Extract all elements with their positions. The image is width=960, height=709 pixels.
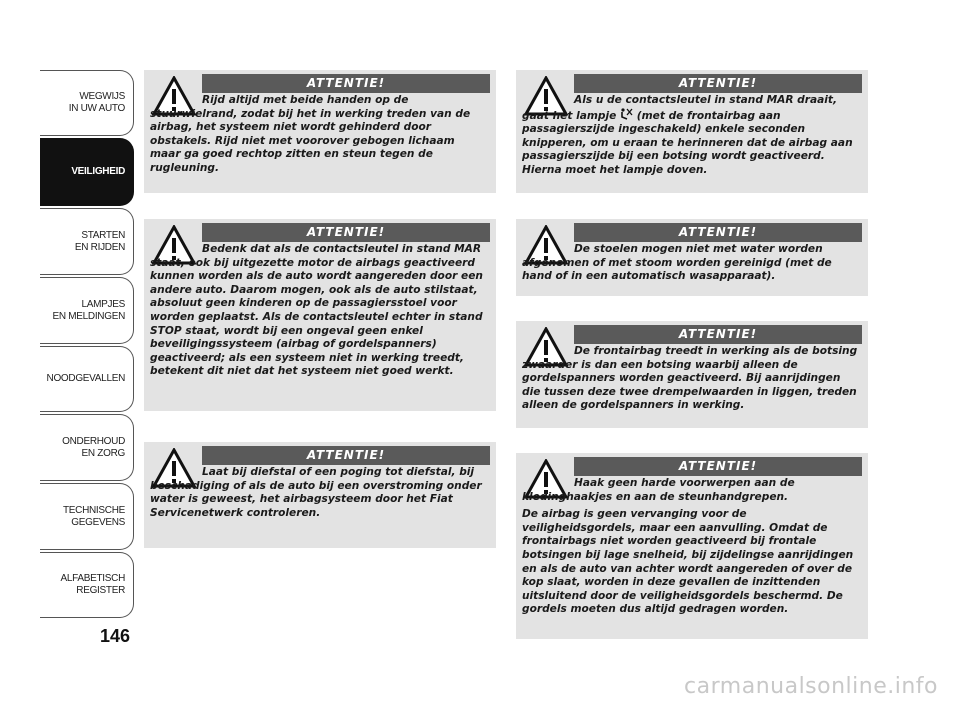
warning-text — [522, 477, 860, 617]
warning-text — [150, 466, 488, 520]
tab-wegwijs[interactable] — [40, 70, 134, 136]
warning-box — [144, 219, 496, 411]
warning-text — [522, 345, 860, 413]
warning-text — [150, 243, 488, 379]
warning-text — [522, 243, 860, 284]
tab-label: LAMPJES EN MELDINGEN — [52, 298, 125, 322]
page-number: 146 — [100, 626, 131, 646]
warning-text — [522, 94, 860, 178]
tab-veiligheid[interactable] — [40, 138, 134, 206]
tab-label: ALFABETISCH REGISTER — [60, 573, 125, 596]
tab-label: WEGWIJS IN UW AUTO — [68, 91, 125, 114]
warning-body-end: (met de frontairbag aan passagierszijde ingeschakeld) enkele seconden knipperen, om u eraan te herinneren dat de airbag aan passagierszijde bij een botsing wordt geactiveerd. Hierna moet het lampje doven. — [522, 109, 853, 176]
watermark: carmanualsonline.info — [684, 674, 938, 699]
warning-box — [144, 70, 496, 193]
warning-box — [516, 219, 868, 296]
warning-text — [150, 94, 488, 176]
airbag-disabled-icon — [620, 108, 633, 120]
warning-header: ATTENTIE! — [202, 223, 490, 242]
warning-box — [516, 70, 868, 193]
warning-box — [516, 453, 868, 639]
warning-body-start: Als u de contactsleutel in stand MAR draait, gaat het lampje — [522, 94, 838, 122]
tab-onderhoud[interactable] — [40, 414, 134, 481]
warning-body: Laat bij diefstal of een poging tot diefstal, bij beschadiging of als de auto bij een overstroming onder water is geweest, het airbagsysteem door het Fiat Servicenetwerk controleren. — [150, 466, 482, 519]
warning-body: De stoelen mogen niet met water worden afgenomen of met stoom worden gereinigd (met de hand of in een automatisch wasapparaat). — [522, 243, 832, 283]
tab-starten[interactable] — [40, 208, 134, 275]
warning-body: De frontairbag treedt in werking als de botsing zwaarder is dan een botsing waarbij alleen de gordelspanners worden geactiveerd. Bij aanrijdingen die tussen deze twee drempelwaarden in liggen, treden alleen de gordelspanners in werking. — [522, 345, 858, 412]
tab-label: ONDERHOUD EN ZORG — [62, 435, 125, 459]
warning-body-paragraph-2: De airbag is geen vervanging voor de veiligheidsgordels, maar een aanvulling. Omdat de frontairbags niet worden geactiveerd bij frontale botsingen bij lage snelheid, bij zijdelingse aanrijdingen en als de auto van achter wordt aangereden of over de kop slaat, worden in deze gevallen de inzittenden uitsluitend door de veiligheidsgordels beschermd. De gordels moeten dus altijd gedragen worden. — [522, 508, 854, 616]
warning-header: ATTENTIE! — [574, 457, 862, 476]
warning-body: Bedenk dat als de contactsleutel in stand MAR staat, ook bij uitgezette motor de airbags geactiveerd kunnen worden als de auto wordt aangereden door een andere auto. Daarom mogen, ook als de auto stilstaat, absoluut geen kinderen op de passagiersstoel voor worden geplaatst. Als de contactsleutel echter in stand STOP staat, wordt bij een ongeval geen enkel beveiligingssysteem (airbag of gordelspanners) geactiveerd; als een systeem niet in werking treedt, betekent dit niet dat het systeem niet goed werkt. — [150, 243, 483, 378]
tab-label: VEILIGHEID — [71, 166, 125, 177]
warning-header: ATTENTIE! — [574, 74, 862, 93]
warning-body: Rijd altijd met beide handen op de stuurwielrand, zodat bij het in werking treden van de airbag, het systeem niet wordt gehinderd door obstakels. Rijd niet met voorover gebogen lichaam maar ga goed rechtop zitten en steun tegen de rugleuning. — [150, 94, 471, 174]
warning-header: ATTENTIE! — [202, 74, 490, 93]
tab-label: TECHNISCHE GEGEVENS — [62, 504, 125, 528]
warning-box — [144, 442, 496, 548]
tab-technische[interactable] — [40, 483, 134, 550]
tab-label: NOODGEVALLEN — [46, 373, 125, 384]
tab-noodgevallen[interactable] — [40, 346, 134, 412]
warning-body: Haak geen harde voorwerpen aan de kledinghaakjes en aan de steunhandgrepen. — [522, 477, 795, 503]
warning-header: ATTENTIE! — [574, 223, 862, 242]
tab-lampjes[interactable] — [40, 277, 134, 344]
warning-header: ATTENTIE! — [202, 446, 490, 465]
warning-box — [516, 321, 868, 428]
tab-label: STARTEN EN RIJDEN — [74, 229, 125, 253]
warning-header: ATTENTIE! — [574, 325, 862, 344]
tab-alfabetisch[interactable] — [40, 552, 134, 618]
